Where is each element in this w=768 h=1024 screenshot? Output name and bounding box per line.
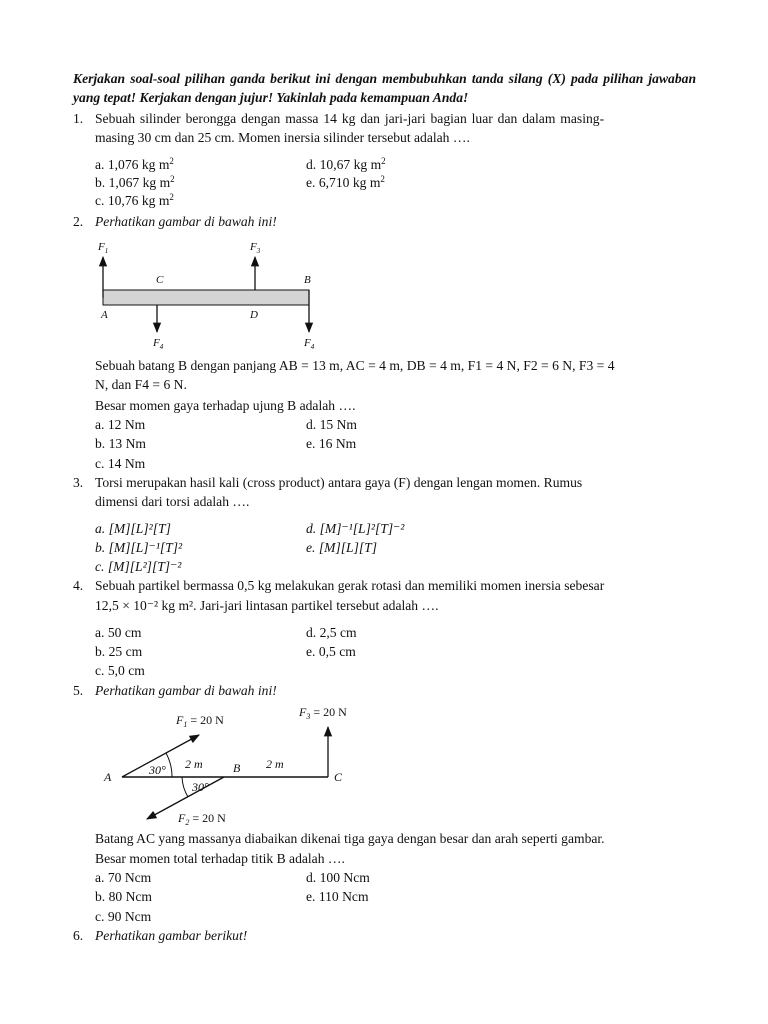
q4-text-line2: 12,5 × 10⁻² kg m². Jari-jari lintasan partikel tersebut adalah …. (95, 598, 439, 613)
q2-option-c[interactable]: c. 14 Nm (95, 456, 146, 471)
q1-option-e[interactable]: e. 6,710 kg $m^2$ (306, 174, 385, 190)
q5-text-line2: Besar momen total terhadap titik B adalah …. (95, 851, 345, 866)
q5-label-f2: $F_2 = 20$ N (178, 811, 226, 827)
q5-label-b: B (233, 761, 241, 775)
q1-option-a[interactable]: a. 1,076 kg $m^2$ (95, 156, 174, 172)
q1-option-b[interactable]: b. 1,067 kg $m^2$ (95, 174, 175, 190)
q4-number: 4. (73, 578, 84, 593)
q2-label-f4-left: $F_4$ (153, 337, 164, 351)
q3-number: 3. (73, 475, 84, 490)
q5-option-a[interactable]: a. 70 Ncm (95, 870, 152, 885)
q2-label-f1: $F_1$ (98, 241, 109, 255)
q3-option-c[interactable]: c. [M][L²][T]⁻² (95, 559, 182, 574)
q4-option-b[interactable]: b. 25 cm (95, 644, 143, 659)
q4-option-c[interactable]: c. 5,0 cm (95, 663, 145, 678)
q2-option-d[interactable]: d. 15 Nm (306, 417, 357, 432)
q5-angle-label-a: 30° (149, 763, 166, 777)
q5-label-c: C (334, 770, 343, 784)
q4-option-e[interactable]: e. 0,5 cm (306, 644, 356, 659)
q1-text-line1: Sebuah silinder berongga dengan massa 14 kg dan jari-jari bagian luar dan dalam masing- (95, 111, 605, 126)
q4-option-a[interactable]: a. 50 cm (95, 625, 142, 640)
q5-distance-bc: 2 m (266, 757, 284, 771)
q3-option-b[interactable]: b. [M][L]⁻¹[T]² (95, 540, 183, 555)
q2-label-c: C (156, 274, 164, 286)
q5-distance-ab: 2 m (185, 757, 203, 771)
q5-label-f1: $F_1 = 20$ N (176, 713, 224, 729)
q3-option-e[interactable]: e. [M][L][T] (306, 540, 378, 555)
q5-label-f3: $F_3 = 20$ N (299, 705, 347, 721)
q5-option-c[interactable]: c. 90 Ncm (95, 909, 152, 924)
q2-label-f3: $F_3$ (250, 241, 261, 255)
q1-number: 1. (73, 111, 84, 126)
q5-text-line1: Batang AC yang massanya diabaikan dikenai tiga gaya dengan besar dan arah seperti gambar. (95, 831, 605, 846)
q1-option-d[interactable]: d. 10,67 kg $m^2$ (306, 156, 386, 172)
q1-option-c[interactable]: c. 10,76 kg $m^2$ (95, 192, 174, 208)
q5-number: 5. (73, 683, 84, 698)
q3-option-a[interactable]: a. [M][L]²[T] (95, 521, 171, 536)
q3-text-line2: dimensi dari torsi adalah …. (95, 494, 250, 509)
q2-label-a: A (101, 309, 108, 321)
q3-option-d[interactable]: d. [M]⁻¹[L]²[T]⁻² (306, 521, 405, 536)
q5-option-b[interactable]: b. 80 Ncm (95, 889, 153, 904)
q5-angle-arc-a (166, 753, 172, 777)
q2-option-b[interactable]: b. 13 Nm (95, 436, 146, 451)
q2-question: Besar momen gaya terhadap ujung B adalah …. (95, 398, 356, 413)
q4-option-d[interactable]: d. 2,5 cm (306, 625, 357, 640)
q4-text-line1: Sebuah partikel bermassa 0,5 kg melakukan gerak rotasi dan memiliki momen inersia sebesar (95, 578, 605, 593)
q5-option-e[interactable]: e. 110 Ncm (306, 889, 369, 904)
q5-angle-arc-b (182, 777, 188, 797)
q5-prompt: Perhatikan gambar di bawah ini! (95, 683, 277, 698)
q2-option-a[interactable]: a. 12 Nm (95, 417, 146, 432)
q6-prompt: Perhatikan gambar berikut! (95, 928, 248, 943)
q3-text-line1: Torsi merupakan hasil kali (cross product) antara gaya (F) dengan lengan momen. Rumus (95, 475, 583, 490)
q2-prompt: Perhatikan gambar di bawah ini! (95, 214, 277, 229)
instruction-text: Kerjakan soal-soal pilihan ganda berikut ini dengan membubuhkan tanda silang (X) pada pilihan jawaban yang tepat! Kerjakan dengan jujur! Yakinlah pada kemampuan Anda! (73, 71, 696, 105)
q2-text-line1: Sebuah batang B dengan panjang AB = 13 m, AC = 4 m, DB = 4 m, F1 = 4 N, F2 = 6 N, F3 = 4 (95, 358, 615, 373)
q5-angle-label-b: 30° (192, 780, 209, 794)
q2-text-line2: N, dan F4 = 6 N. (95, 377, 187, 392)
q1-text-line2: masing 30 cm dan 25 cm. Momen inersia silinder tersebut adalah …. (95, 130, 470, 145)
q2-number: 2. (73, 214, 84, 229)
q5-label-a: A (104, 770, 112, 784)
q5-option-d[interactable]: d. 100 Ncm (306, 870, 370, 885)
q2-label-b: B (304, 274, 311, 286)
q6-number: 6. (73, 928, 84, 943)
q2-option-e[interactable]: e. 16 Nm (306, 436, 357, 451)
q2-label-d: D (250, 309, 258, 321)
q2-label-f4-right: $F_4$ (304, 337, 315, 351)
